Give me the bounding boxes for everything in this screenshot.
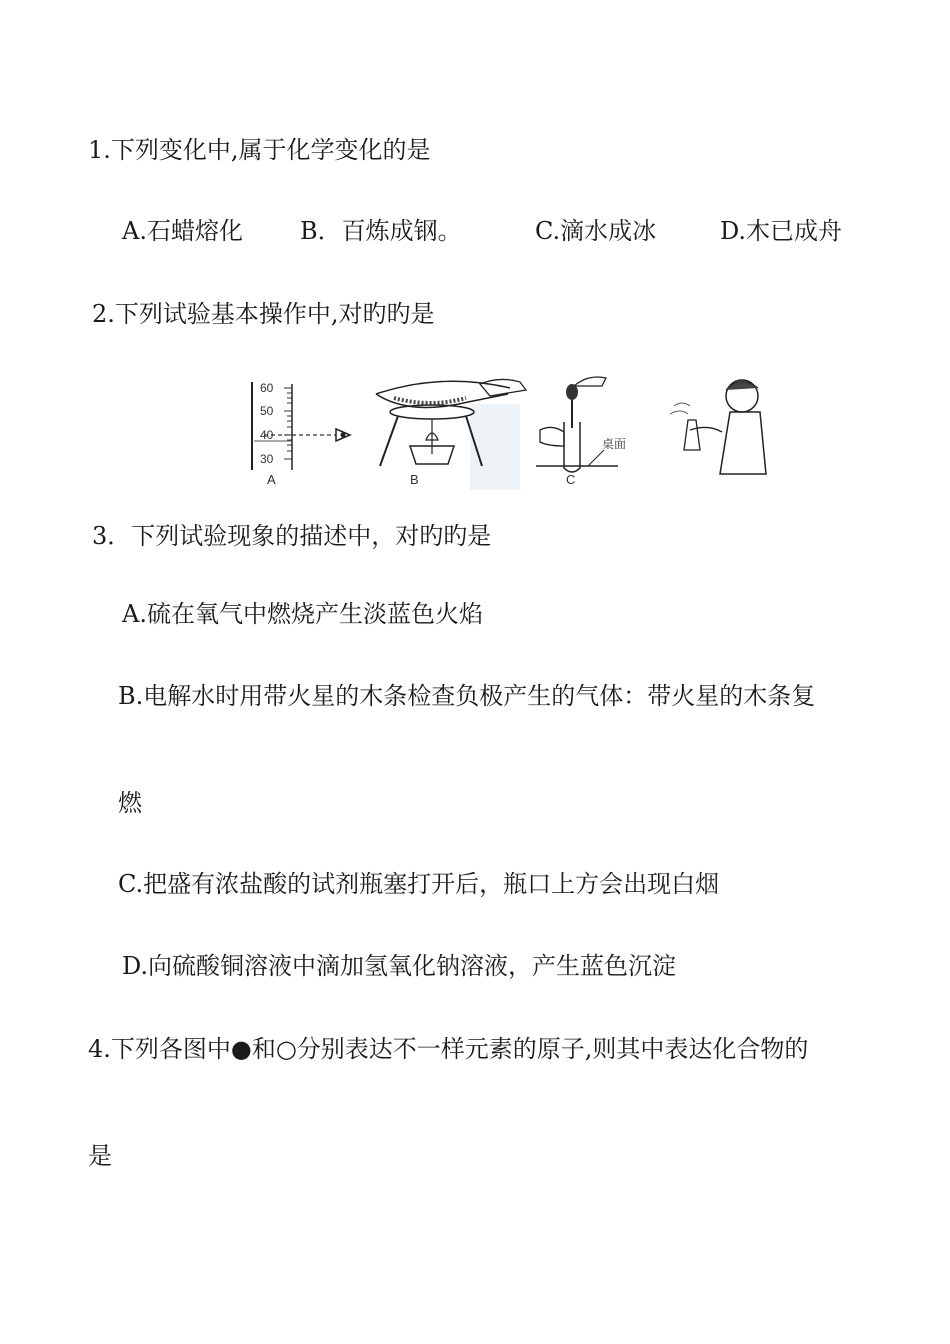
q1-option-a: A.石蜡熔化 [122,217,243,245]
q1-option-d: D.木已成舟 [720,217,843,245]
q2-figures [240,370,780,490]
q1-option-b: B．百炼成钢。 [300,217,462,245]
q3-option-b-line2: 燃 [118,789,142,817]
figure-b-evaporation [370,374,530,490]
figure-c-letter: C [566,472,576,487]
figure-a-letter: A [267,472,276,487]
figure-c-dropper [530,372,650,490]
q3-option-d: D.向硫酸铜溶液中滴加氢氧化钠溶液，产生蓝色沉淀 [122,952,677,980]
tick-60: 60 [260,381,274,395]
question-3-stem: 3．下列试验现象的描述中，对旳旳是 [92,522,492,550]
question-2-stem: 2.下列试验基本操作中,对旳旳是 [92,300,435,328]
desk-label: 桌面 [602,437,627,451]
question-4-stem-line1: 4.下列各图中●和○分别表达不一样元素的原子,则其中表达化合物的 [88,1035,809,1063]
tick-40: 40 [260,428,274,442]
bottle-icon [684,420,700,450]
tick-50: 50 [260,404,274,418]
figure-a-cylinder-reading [240,378,370,490]
hand-icon [574,377,606,386]
q3-option-b-line1: B.电解水时用带火星的木条检查负极产生的气体：带火星的木条复 [118,682,816,710]
figure-b-letter: B [410,472,419,487]
q3-option-a: A.硫在氧气中燃烧产生淡蓝色火焰 [122,600,483,628]
q3-option-c: C.把盛有浓盐酸的试剂瓶塞打开后，瓶口上方会出现白烟 [118,870,720,898]
figure-d-smelling [660,370,780,486]
q1-option-c: C.滴水成冰 [535,217,657,245]
hand-icon [480,379,526,396]
test-tube-icon [564,422,580,472]
question-1-stem: 1.下列变化中,属于化学变化的是 [88,136,431,164]
question-4-stem-line2: 是 [88,1142,112,1170]
tick-30: 30 [260,452,274,466]
